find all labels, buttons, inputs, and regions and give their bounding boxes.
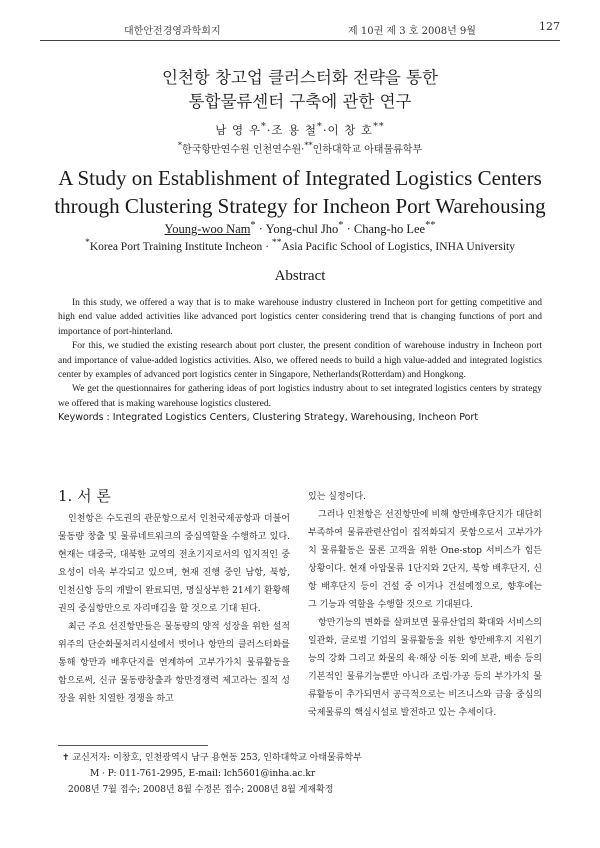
keywords <box>58 411 542 425</box>
author-separator: · <box>322 122 328 137</box>
keywords-list: Integrated Logistics Centers, Clustering Strategy, Warehousing, Incheon Port <box>112 412 479 424</box>
page-number: 127 <box>539 20 560 33</box>
english-author-3-mark: ** <box>425 220 436 231</box>
english-author-2: Yong-chul Jho <box>265 222 339 237</box>
right-column <box>308 488 542 722</box>
korean-author-2-mark: * <box>317 121 323 132</box>
left-column <box>58 510 290 708</box>
korean-title-line1: 인천항 창고업 클러스터화 전략을 통한 <box>161 68 438 87</box>
english-authors <box>40 220 560 237</box>
korean-affil-2: 인하대학교 아태물류학부 <box>312 144 423 156</box>
affil-mark: * <box>85 237 90 248</box>
korean-affiliations <box>40 140 560 155</box>
section-title: 1. 서 론 <box>58 487 111 505</box>
author-separator: · <box>266 122 272 137</box>
author-separator: · <box>343 222 354 237</box>
english-author-1: Young-woo Nam <box>164 222 251 237</box>
abstract-body <box>58 296 542 426</box>
affil-mark: ** <box>304 140 313 150</box>
english-title <box>40 164 560 220</box>
affil-separator: · <box>301 144 305 156</box>
footnote-corresponding-author: ✝ 교신저자: 이창호, 인천광역시 남구 용현동 253, 인하대학교 아태물류학부 <box>62 753 362 763</box>
footnote-dates: 2008년 7월 접수; 2008년 8월 수정본 접수; 2008년 8월 게재확정 <box>68 785 334 795</box>
korean-title-line2: 통합물류센터 구축에 관한 연구 <box>188 92 412 111</box>
english-affil-1: Korea Port Training Institute Incheon <box>89 240 263 253</box>
footnote-rule <box>58 745 208 746</box>
english-affiliations <box>40 237 560 253</box>
english-author-1-mark: * <box>250 220 256 231</box>
running-header <box>40 20 560 38</box>
intro-paragraph-3: 그러나 인천항은 선진항만에 비해 항만배후단지가 대단히 부족하여 물류관련산업이 집적화되지 못함으로서 고부가가치 물류활동은 물론 고객을 위한 One-stop 서비스가 힘든 상황이다. 현재 아암물류 1단지와 2단지, 북항 배후단지, 신항 배후단지 등이 건설 중 이거나 건설예정으로, 향후에는 그 기능과 역할을 수행할 것으로 기대된다. <box>308 510 542 610</box>
english-title-line2: through Clustering Strategy for Incheon Port Warehousing <box>54 194 546 218</box>
english-title-line1: A Study on Establishment of Integrated Logistics Centers <box>58 166 542 190</box>
abstract-paragraph-2: For this, we studied the existing research about port cluster, the present condition of warehouse industry in Incheon port and importance of value-added logistics activities. Also, we offered needs to build a high value-added and integrated logistics center by examples of advanced port logistics center in Singapore, Netherlands(Rotterdam) and Hongkong. <box>58 341 542 381</box>
korean-author-2: 조 용 철 <box>271 122 318 137</box>
journal-name: 대한안전경영과학회지 <box>124 26 221 37</box>
english-author-2-mark: * <box>338 220 344 231</box>
korean-authors <box>40 121 560 138</box>
abstract-heading: Abstract <box>274 268 326 284</box>
footnotes <box>62 750 362 798</box>
intro-paragraph-4: 항만기능의 변화를 살펴보면 물류산업의 확대와 서비스의 일관화, 글로벌 기업의 물류활동을 위한 항만배후지 지원기능의 강화 그리고 화물의 육·해상 이동 외에 보관, 배송 등의 기본적인 물류기능뿐만 아니라 조립·가공 등의 부가가치 물류활동이 추가되면서 공극적으로는 비즈니스와 금융 중심의 국제물류의 핵심시설로 발전하고 있는 추세이다. <box>308 618 542 718</box>
affil-separator: · <box>262 240 272 253</box>
footnote-contact: M · P: 011-761-2995, E-mail: lch5601@inha.ac.kr <box>90 769 316 779</box>
korean-title <box>40 66 560 114</box>
affil-mark: ** <box>271 237 282 248</box>
header-rule <box>40 40 560 41</box>
korean-affil-1: 한국항만연수원 인천연수원 <box>182 144 302 156</box>
korean-author-3-mark: ** <box>373 121 385 132</box>
korean-author-1-mark: * <box>260 121 267 132</box>
intro-paragraph-2: 최근 주요 선진항만들은 물동량의 양적 성장을 위한 설적 위주의 단순화물처리시설에서 벗어나 항만의 클러스터화를 통해 항만과 배후단지를 연계하여 고부가가치 물류활동을 함으로써, 신규 물동량창출과 항만경쟁력 제고라는 질적 성장을 위한 치열한 경쟁을 하고 <box>58 622 290 704</box>
issue-info: 제 10권 제 3 호 2008년 9월 <box>348 26 476 37</box>
korean-author-1: 남 영 우 <box>215 122 261 137</box>
english-author-3: Chang-ho Lee <box>353 222 426 237</box>
intro-paragraph-1: 인천항은 수도권의 관문항으로서 인천국제공항과 더불어 물동량 창출 및 물류네트워크의 중심역할을 수행하고 있다. 현재는 대중국, 대북한 교역의 전초기지로서의 입지적인 중요성이 더욱 부각되고 있으며, 현재 진행 중인 남항, 북항, 인천신항 등의 개발이 완료되면, 명실상부한 21세기 환황해권의 중심항만으로 자리매김을 할 것으로 기대 된다. <box>58 514 290 614</box>
korean-author-3: 이 창 호 <box>327 122 374 137</box>
affil-mark: * <box>177 140 183 150</box>
abstract-paragraph-1: In this study, we offered a way that is to make warehouse industry clustered in Incheon port for getting competitive and high end value added activities like advanced port logistics center considering trend that is changing functions of port and importance of port-hinterland. <box>58 298 542 337</box>
intro-paragraph-continued: 있는 실정이다. <box>308 492 366 502</box>
author-separator: · <box>255 222 266 237</box>
english-affil-2: Asia Pacific School of Logistics, INHA University <box>281 240 515 253</box>
abstract-paragraph-3: We get the questionnaires for gathering ideas of port logistics industry about to set integrated logistics centers by strategy we offered that is making warehouse logistics clustered. <box>58 384 542 409</box>
keywords-label: Keywords : <box>58 412 113 424</box>
